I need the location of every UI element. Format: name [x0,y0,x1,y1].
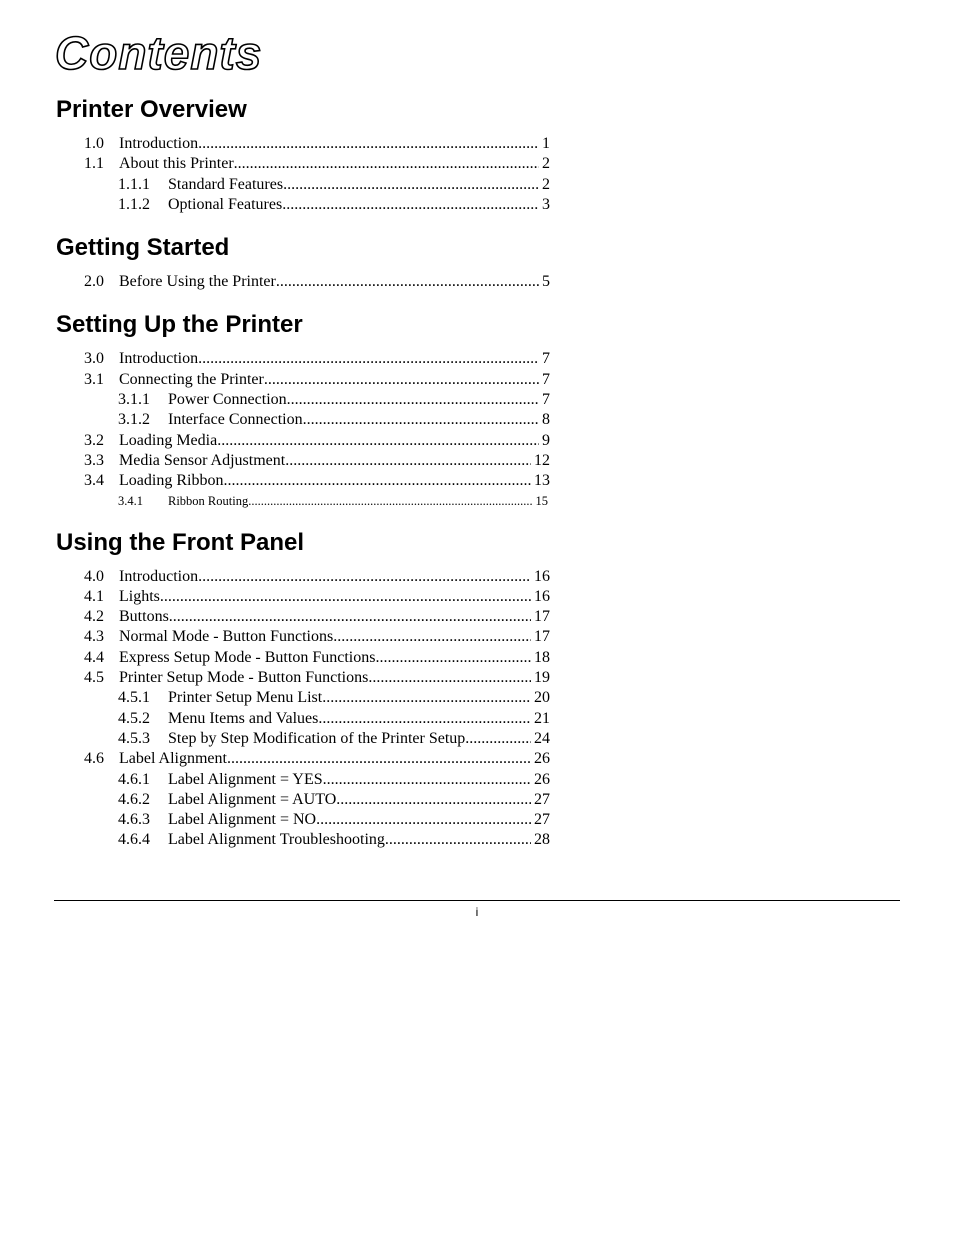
entry-title-line [119,349,550,369]
dot-leader [285,451,531,471]
entry-number: 3.1.2 [118,411,150,429]
entry-number: 4.6.2 [118,790,150,808]
dot-leader [316,810,531,830]
entry-title-line [119,749,550,769]
entry-title-line [119,668,550,688]
entry-page-number: 7 [542,370,550,388]
dot-leader [465,729,531,749]
toc-entry[interactable] [56,668,576,688]
entry-title-line [119,134,550,154]
entry-title: Ribbon Routing [168,493,249,508]
dot-leader [223,471,531,491]
entry-number: 4.6 [84,750,104,768]
toc-entry[interactable] [56,567,576,587]
section-heading: Setting Up the Printer [56,311,303,339]
entry-title: About this Printer [119,155,234,173]
entry-title-line [168,390,550,410]
entry-page-number: 27 [534,811,550,829]
dot-leader [227,749,531,769]
dot-leader [287,390,539,410]
toc-entry[interactable] [56,648,576,668]
section-entries [56,134,576,215]
toc-entry[interactable] [56,607,576,627]
entry-title: Interface Connection [168,411,303,429]
entry-page-number: 8 [542,411,550,429]
entry-page-number: 3 [542,195,550,213]
toc-entry[interactable] [56,431,576,451]
entry-page-number: 13 [534,472,550,490]
toc-entry[interactable] [56,830,576,850]
toc-entry[interactable] [56,272,576,292]
entry-page-number: 18 [534,648,550,666]
entry-number: 3.0 [84,350,104,368]
entry-page-number: 19 [534,669,550,687]
toc-entry[interactable] [56,370,576,390]
entry-number: 4.6.1 [118,770,150,788]
dot-leader [198,567,531,587]
entry-number: 4.6.4 [118,831,150,849]
entry-number: 4.0 [84,567,104,585]
page-number: i [475,905,479,919]
toc-entry[interactable] [56,627,576,647]
entry-title: Express Setup Mode - Button Functions [119,648,376,666]
entry-title: Label Alignment = YES [168,770,323,788]
entry-number: 4.5.1 [118,689,150,707]
entry-page-number: 16 [534,567,550,585]
entry-title: Normal Mode - Button Functions [119,628,334,646]
toc-entry[interactable] [56,492,576,510]
toc-entry[interactable] [56,134,576,154]
entry-page-number: 17 [534,608,550,626]
dot-leader [322,688,531,708]
entry-title: Introduction [119,135,199,152]
dot-leader [385,830,531,850]
page-title: Contents [55,27,263,79]
entry-title-line [119,154,550,174]
toc-entry[interactable] [56,410,576,430]
entry-page-number: 20 [534,689,550,707]
dot-leader [248,492,532,510]
entry-number: 4.1 [84,587,104,605]
entry-page-number: 12 [534,451,550,469]
entry-number: 1.1.1 [118,175,150,193]
toc-entry[interactable] [56,587,576,607]
entry-title: Buttons [119,608,169,626]
entry-page-number: 26 [534,750,550,768]
toc-entry[interactable] [56,349,576,369]
entry-title: Power Connection [168,391,287,409]
dot-leader [234,154,539,174]
entry-title-line [119,587,550,607]
entry-page-number: 2 [542,175,550,193]
entry-number: 4.5 [84,669,104,687]
entry-number: 4.5.3 [118,729,150,747]
entry-title-line [119,648,550,668]
entry-title-line [119,431,550,451]
entry-number: 3.1.1 [118,391,150,409]
dot-leader [283,175,539,195]
entry-page-number: 17 [534,628,550,646]
section-heading: Printer Overview [56,96,247,123]
entry-number: 4.5.2 [118,709,150,727]
dot-leader [276,272,539,292]
entry-title: Menu Items and Values [168,709,319,727]
entry-title: Introduction [119,350,199,368]
section-entries [56,272,576,292]
entry-number: 1.0 [84,135,104,152]
entry-title-line [119,471,550,491]
dot-leader [169,607,531,627]
entry-number: 3.4.1 [118,493,143,508]
entry-title: Label Alignment Troubleshooting [168,831,385,849]
entry-title-line [168,492,548,510]
entry-title-line [119,451,550,471]
entry-title: Standard Features [168,175,284,193]
entry-page-number: 7 [542,350,550,368]
dot-leader [160,587,531,607]
entry-title: Connecting the Printer [119,370,264,388]
toc-entry[interactable] [56,451,576,471]
toc-entry[interactable] [56,195,576,215]
dot-leader [333,627,531,647]
entry-page-number: 2 [542,155,550,173]
dot-leader [318,709,531,729]
entry-number: 2.0 [84,273,104,291]
section-entries [56,349,576,509]
entry-title: Printer Setup Mode - Button Functions [119,669,369,687]
section-heading: Getting Started [56,234,230,262]
entry-title-line [168,790,550,810]
entry-number: 3.2 [84,431,104,449]
toc-entry[interactable] [56,175,576,195]
entry-title-line [119,607,550,627]
entry-page-number: 26 [534,770,550,788]
entry-page-number: 21 [534,709,550,727]
entry-title-line [119,272,550,292]
entry-page-number: 5 [542,273,550,291]
toc-entry[interactable] [56,729,576,749]
toc-entry[interactable] [56,790,576,810]
entry-page-number: 1 [542,135,550,152]
entry-title-line [168,770,550,790]
entry-title: Label Alignment = NO [168,811,317,829]
entry-title: Lights [119,587,160,605]
dot-leader [375,648,531,668]
entry-title-line [168,175,550,195]
entry-number: 4.2 [84,608,104,626]
dot-leader [217,431,539,451]
entry-number: 1.1 [84,155,104,173]
entry-title: Label Alignment [119,750,227,768]
dot-leader [368,668,531,688]
entry-title-line [168,810,550,830]
dot-leader [198,349,539,369]
entry-page-number: 24 [534,729,550,747]
entry-title-line [168,195,550,215]
toc-entry[interactable] [56,688,576,708]
toc-entry[interactable] [56,709,576,729]
entry-page-number: 9 [542,431,550,449]
dot-leader [336,790,531,810]
footer-divider [54,900,900,901]
entry-title-line [119,627,550,647]
entry-number: 4.4 [84,648,104,666]
entry-title: Before Using the Printer [119,273,276,291]
entry-title-line [168,830,550,850]
entry-number: 4.3 [84,628,104,646]
entry-page-number: 16 [534,587,550,605]
toc-entry[interactable] [56,749,576,769]
table-of-contents [56,94,576,868]
dot-leader [282,195,539,215]
toc-entry[interactable] [56,810,576,830]
entry-number: 3.1 [84,370,104,388]
entry-title: Label Alignment = AUTO [168,790,337,808]
entry-page-number: 7 [542,391,550,409]
entry-title: Printer Setup Menu List [168,689,323,707]
entry-title-line [119,567,550,587]
entry-title-line [168,729,550,749]
dot-leader [198,134,539,154]
entry-title: Step by Step Modification of the Printer Setup [168,729,466,747]
toc-entry[interactable] [56,770,576,790]
toc-entry[interactable] [56,390,576,410]
dot-leader [264,370,539,390]
section-heading: Using the Front Panel [56,528,305,556]
entry-page-number: 27 [534,790,550,808]
entry-page-number: 28 [534,831,550,849]
entry-number: 3.4 [84,472,104,490]
entry-title: Introduction [119,567,199,585]
entry-number: 4.6.3 [118,811,150,829]
entry-title-line [119,370,550,390]
entry-title-line [168,688,550,708]
toc-entry[interactable] [56,154,576,174]
entry-number: 1.1.2 [118,195,150,213]
entry-title: Loading Ribbon [119,472,224,490]
section-entries [56,567,576,851]
entry-title: Optional Features [168,195,283,213]
entry-number: 3.3 [84,451,104,469]
entry-page-number: 15 [535,493,548,508]
entry-title: Loading Media [119,431,218,449]
entry-title-line [168,410,550,430]
toc-entry[interactable] [56,471,576,491]
dot-leader [323,770,531,790]
dot-leader [303,410,539,430]
entry-title: Media Sensor Adjustment [119,451,286,469]
entry-title-line [168,709,550,729]
